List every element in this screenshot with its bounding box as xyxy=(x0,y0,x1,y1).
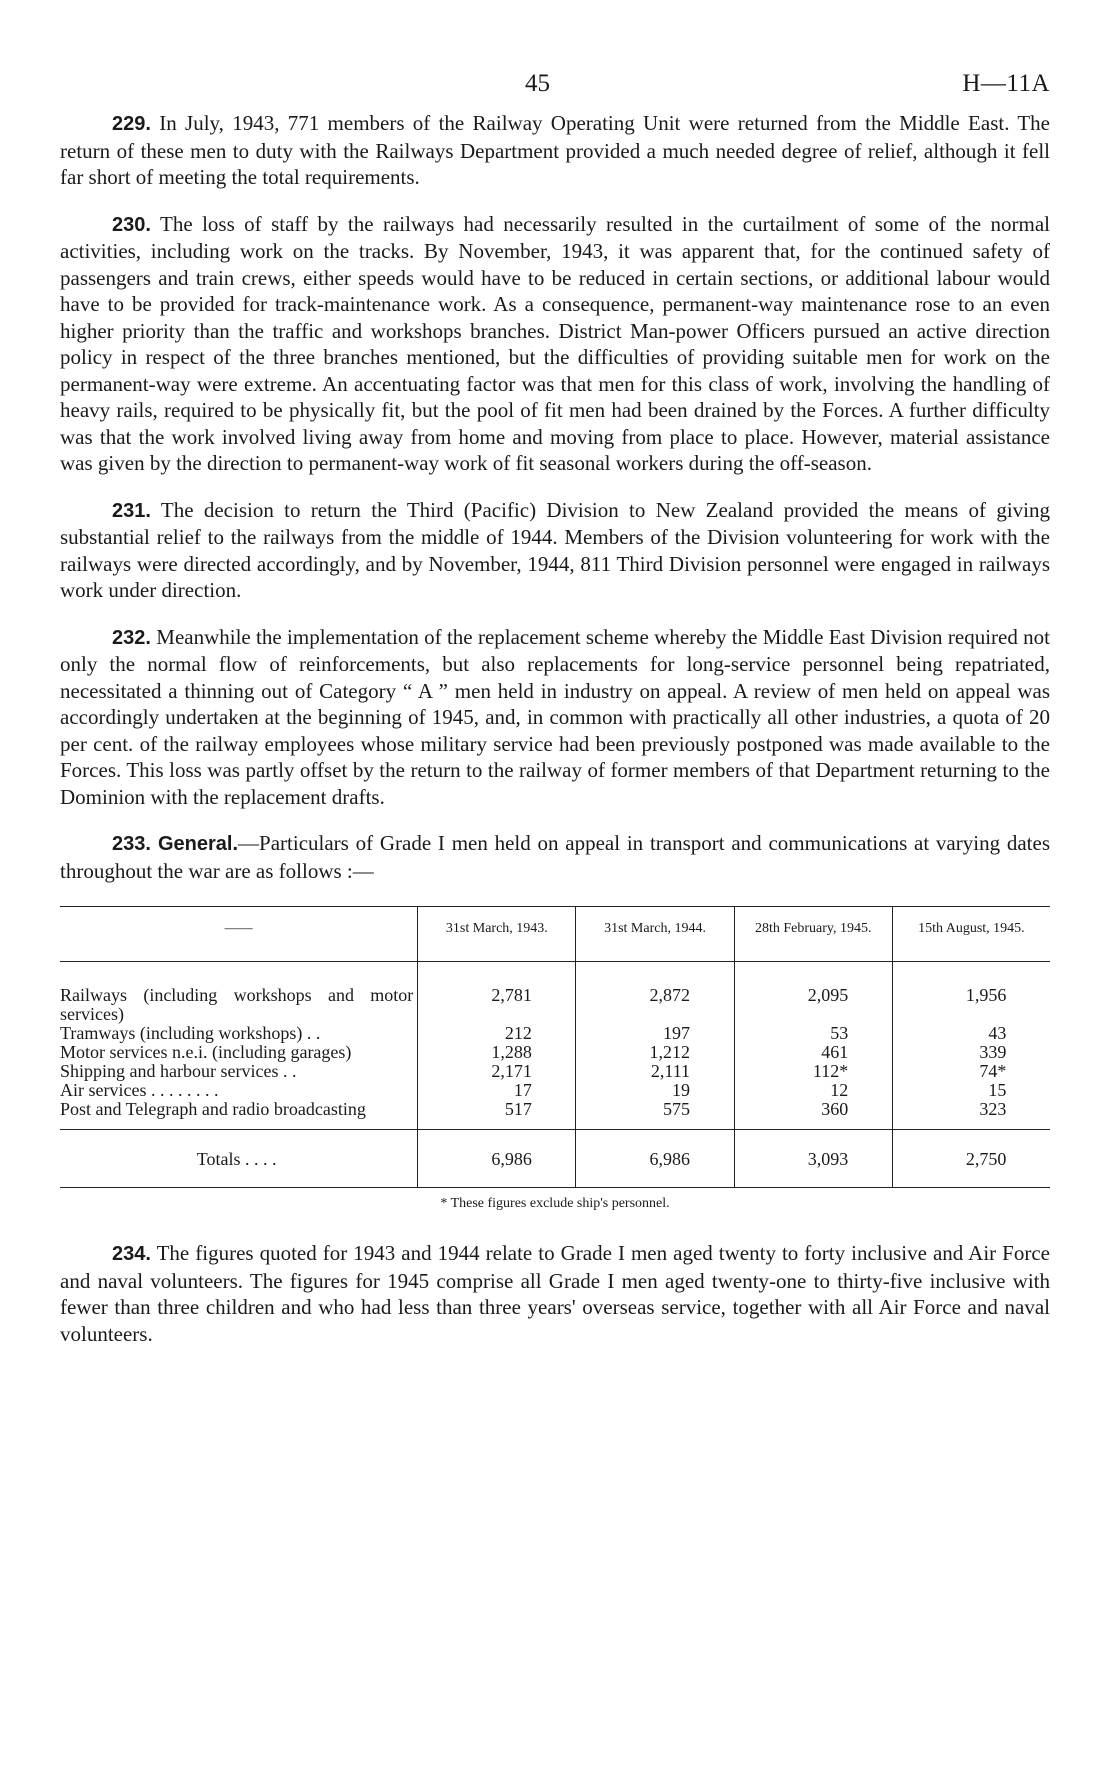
cell-value: 53 xyxy=(830,1023,849,1043)
column-header: 15th August, 1945. xyxy=(892,907,1050,962)
cell-value: 1,288 xyxy=(491,1042,532,1062)
spacer-row xyxy=(60,962,1050,987)
document-reference: H—11A xyxy=(962,70,1050,97)
paragraph-number: 233. General. xyxy=(112,833,239,855)
cell-value: 360 xyxy=(821,1099,849,1119)
table-row xyxy=(60,1081,1050,1100)
paragraph-text: Meanwhile the implementation of the replacement scheme whereby the Middle East Division required not only the normal flow of reinforcements, but also replacements for long-service personnel being repatriated, necessitated a thinning out of Category “ A ” men held in industry on appeal. A review of men held on appeal was accordingly undertaken at the beginning of 1945, and, in common with practically all other industries, a quota of 20 per cent. of the railway employees whose military service had been previously postponed was made available to the Forces. This loss was partly offset by the return to the railway of former members of that Department returning to the Dominion with the replacement drafts. xyxy=(60,624,1051,809)
paragraph-230 xyxy=(60,211,1050,477)
paragraph-234 xyxy=(60,1240,1050,1347)
cell-value: 112* xyxy=(812,1061,849,1081)
cell-value: 1,956 xyxy=(965,985,1007,1005)
cell-value: 17 xyxy=(513,1080,532,1100)
cell-value: 15 xyxy=(988,1080,1007,1100)
table-row xyxy=(60,1100,1050,1130)
paragraph-number: 230. xyxy=(112,213,151,236)
row-label: Railways (including workshops and motor services) xyxy=(60,985,414,1024)
cell-value: 2,111 xyxy=(650,1061,691,1081)
total-value: 2,750 xyxy=(965,1149,1007,1169)
column-header: 31st March, 1944. xyxy=(576,907,734,962)
column-header: 28th February, 1945. xyxy=(734,907,892,962)
column-header: 31st March, 1943. xyxy=(418,907,576,962)
cell-value: 74* xyxy=(979,1061,1007,1081)
table-row xyxy=(60,986,1050,1024)
totals-row xyxy=(60,1130,1050,1188)
paragraph-number: 234. xyxy=(112,1243,151,1265)
cell-value: 517 xyxy=(504,1099,532,1119)
total-value: 3,093 xyxy=(807,1149,849,1169)
totals-label: Totals . . . . xyxy=(196,1149,277,1169)
cell-value: 2,171 xyxy=(491,1061,532,1081)
row-label: Tramways (including workshops) . . xyxy=(60,1023,321,1043)
cell-value: 323 xyxy=(979,1099,1007,1119)
paragraph-text: The decision to return the Third (Pacific) Division to New Zealand provided the means of giving substantial relief to the railways from the middle of 1944. Members of the Division volunteering for work with the railways were directed accordingly, and by November, 1944, 811 Third Division personnel were engaged in railways work under direction. xyxy=(60,497,1050,602)
cell-value: 2,781 xyxy=(491,985,532,1005)
row-label: Motor services n.e.i. (including garages) xyxy=(60,1042,352,1062)
total-value: 6,986 xyxy=(649,1149,691,1169)
table-row xyxy=(60,1043,1050,1062)
cell-value: 43 xyxy=(988,1023,1007,1043)
paragraph-229 xyxy=(60,110,1050,191)
table-row xyxy=(60,1062,1050,1081)
paragraph-233 xyxy=(60,830,1050,884)
page-number: 45 xyxy=(525,70,550,97)
total-value: 6,986 xyxy=(491,1149,532,1169)
cell-value: 339 xyxy=(979,1042,1007,1062)
blank-column-header: —— xyxy=(224,921,253,936)
paragraph-231 xyxy=(60,497,1050,604)
paragraph-text: In July, 1943, 771 members of the Railway Operating Unit were returned from the Middle East. The return of these men to duty with the Railways Department provided a much needed degree of relief, although it fell far short of meeting the total requirements. xyxy=(60,111,1051,189)
paragraph-text: The figures quoted for 1943 and 1944 relate to Grade I men aged twenty to forty inclusive and Air Force and naval volunteers. The figures for 1945 comprise all Grade I men aged twenty-one to thirty-five inclusive with fewer than three children and who had less than three years' overseas service, together with all Air Force and naval volunteers. xyxy=(60,1241,1050,1346)
table-footnote: * These figures exclude ship's personnel. xyxy=(440,1196,670,1211)
cell-value: 575 xyxy=(663,1099,691,1119)
cell-value: 19 xyxy=(672,1080,691,1100)
paragraph-number: 231. xyxy=(112,499,151,522)
paragraph-text: The loss of staff by the railways had necessarily resulted in the curtailment of some of the normal activities, including work on the tracks. By November, 1943, it was apparent that, for the continued safety of passengers and train crews, either speeds would have to be reduced in certain sections, or additional labour would have to be provided for track-maintenance work. As a consequence, permanent-way maintenance rose to an even higher priority than the traffic and workshops branches. District Man-power Officers pursued an active direction policy in respect of the three branches mentioned, but the difficulties of providing suitable men for work on the permanent-way were extreme. An accentuating factor was that men for this class of work, involving the handling of heavy rails, required to be physically fit, but the pool of fit men had been drained by the Forces. A further difficulty was that the work involved living away from home and moving from place to place. However, material assistance was given by the direction to permanent-way work of fit seasonal workers during the off-season. xyxy=(60,211,1050,475)
row-label: Post and Telegraph and radio broadcasting xyxy=(60,1099,366,1119)
paragraph-number: 232. xyxy=(112,626,151,649)
paragraph-text: —Particulars of Grade I men held on appeal in transport and communications at varying dates throughout the war are as follows :— xyxy=(60,831,1050,883)
paragraph-232 xyxy=(60,624,1050,811)
cell-value: 12 xyxy=(830,1080,849,1100)
row-label: Shipping and harbour services . . xyxy=(60,1061,297,1081)
page-header xyxy=(60,70,1050,110)
paragraph-number: 229. xyxy=(112,113,151,135)
table-row xyxy=(60,1024,1050,1043)
grade-one-men-table xyxy=(60,906,1050,1188)
row-label: Air services . . . . . . . . xyxy=(60,1080,219,1100)
document-page xyxy=(60,70,1050,1367)
table-header-row xyxy=(60,907,1050,962)
cell-value: 197 xyxy=(663,1023,691,1043)
cell-value: 461 xyxy=(821,1042,849,1062)
cell-value: 212 xyxy=(504,1023,532,1043)
cell-value: 2,095 xyxy=(807,985,849,1005)
cell-value: 2,872 xyxy=(649,985,691,1005)
cell-value: 1,212 xyxy=(649,1042,691,1062)
